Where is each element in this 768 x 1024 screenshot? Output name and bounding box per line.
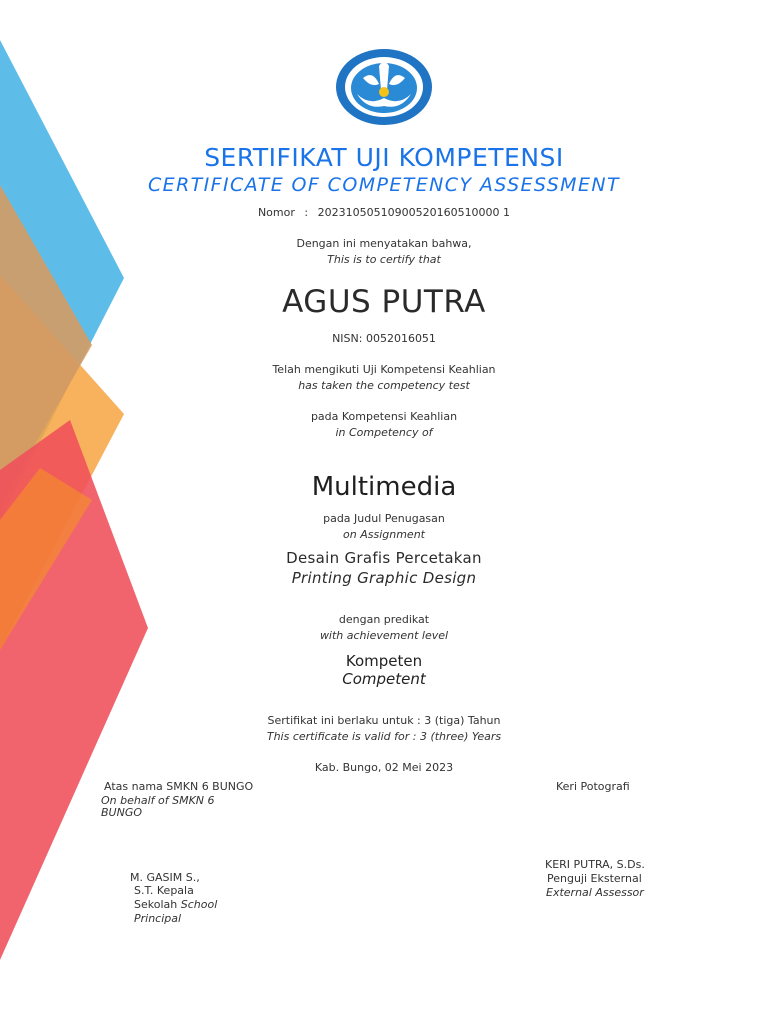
- right-signer-name: KERI PUTRA, S.Ds.: [545, 858, 645, 871]
- assignment-intro-en: on Assignment: [343, 528, 425, 541]
- right-signer-role-id: Penguji Eksternal: [547, 872, 642, 885]
- predicate-intro-en: with achievement level: [319, 629, 449, 642]
- certificate-subtitle: CERTIFICATE OF COMPETENCY ASSESSMENT: [148, 174, 620, 196]
- certificate-number: [0, 206, 768, 219]
- recipient-nisn: NISN: 0052016051: [332, 332, 436, 345]
- left-signer-role-en: Principal: [134, 912, 182, 925]
- predicate-intro-id: dengan predikat: [338, 613, 430, 626]
- assignment-intro-id: pada Judul Penugasan: [323, 512, 445, 525]
- number-label: Nomor: [257, 206, 295, 219]
- competency-intro-en: in Competency of: [335, 426, 433, 439]
- certify-text-id: Dengan ini menyatakan bahwa,: [296, 237, 472, 250]
- taken-text-en: has taken the competency test: [298, 379, 470, 392]
- right-signer-role-en: External Assessor: [546, 886, 644, 899]
- left-signer-title-line1: S.T. Kepala: [134, 884, 194, 897]
- competency-name: Multimedia: [311, 472, 457, 502]
- on-behalf-id: Atas nama SMKN 6 BUNGO: [104, 780, 254, 793]
- predicate-id: Kompeten: [345, 652, 423, 670]
- left-signer-title-id: Sekolah: [134, 898, 178, 911]
- validity-text-en: This certificate is valid for : 3 (three) Years: [266, 730, 502, 743]
- assignment-title-id: Desain Grafis Percetakan: [286, 549, 482, 567]
- right-company: Keri Potografi: [556, 780, 630, 793]
- certify-text-en: This is to certify that: [327, 253, 441, 266]
- number-separator: :: [304, 206, 309, 219]
- recipient-name: AGUS PUTRA: [282, 284, 486, 320]
- place-date: Kab. Bungo, 02 Mei 2023: [314, 761, 454, 774]
- validity-text-id: Sertifikat ini berlaku untuk : 3 (tiga) Tahun: [267, 714, 501, 727]
- competency-intro-id: pada Kompetensi Keahlian: [310, 410, 458, 423]
- predicate-en: Competent: [342, 670, 426, 688]
- assignment-title-en: Printing Graphic Design: [291, 569, 477, 587]
- left-signer-title-line2: [134, 898, 217, 912]
- on-behalf-en-line1: On behalf of SMKN 6: [101, 794, 215, 807]
- tut-wuri-handayani-emblem-icon: [335, 48, 433, 126]
- left-signer-title-en: School: [180, 898, 218, 911]
- number-value: 20231050510900520160510000 1: [317, 206, 511, 219]
- left-signer-name: M. GASIM S.,: [130, 871, 200, 884]
- on-behalf-en-line2: BUNGO: [101, 806, 143, 819]
- certificate-title: SERTIFIKAT UJI KOMPETENSI: [204, 143, 564, 172]
- taken-text-id: Telah mengikuti Uji Kompetensi Keahlian: [272, 363, 496, 376]
